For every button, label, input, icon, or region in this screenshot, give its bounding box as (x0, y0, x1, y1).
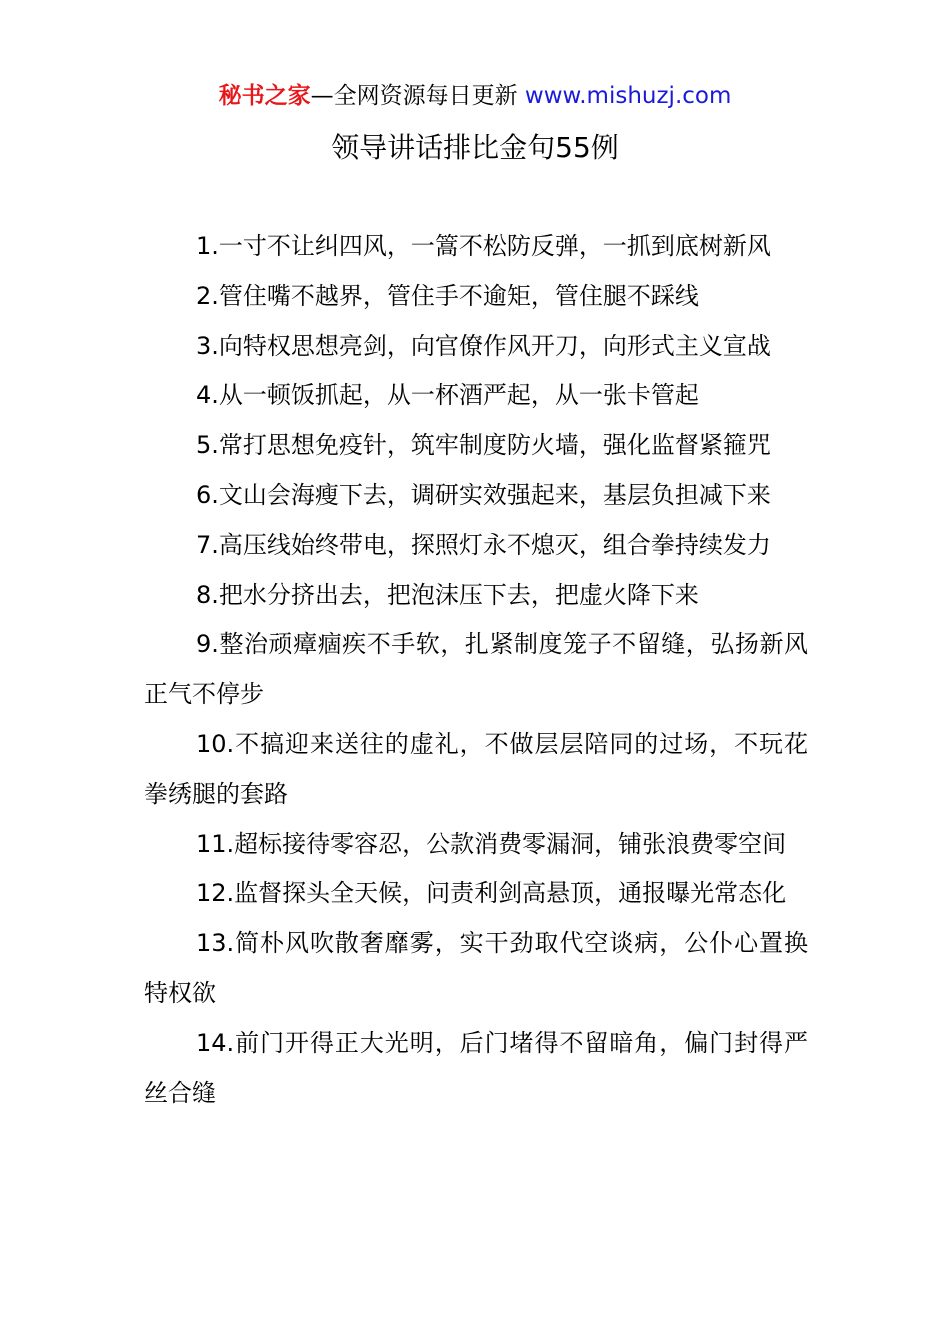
paragraph-11: 11.超标接待零容忍，公款消费零漏洞，铺张浪费零空间 (196, 829, 787, 858)
paragraph-12: 12.监督探头全天候，问责利剑高悬顶，通报曝光常态化 (196, 879, 787, 908)
paragraph-5: 5.常打思想免疫针，筑牢制度防火墙，强化监督紧箍咒 (196, 431, 771, 460)
paragraph-6: 6.文山会海瘦下去，调研实效强起来，基层负担减下来 (196, 480, 771, 509)
paragraph-1: 1.一寸不让纠四风，一篙不松防反弹，一抓到底树新风 (196, 232, 771, 260)
site-header (0, 80, 950, 112)
paragraph-13: 13.简朴风吹散奢靡雾，实干劲取代空谈病，公仆心置换特权欲 (144, 929, 808, 1007)
document-body (144, 222, 808, 1118)
paragraph-3: 3.向特权思想亮剑，向官僚作风开刀，向形式主义宣战 (196, 331, 771, 360)
paragraph-9: 9.整治顽瘴痼疾不手软，扎紧制度笼子不留缝，弘扬新风正气不停步 (144, 630, 808, 709)
paragraph-8: 8.把水分挤出去，把泡沫压下去，把虚火降下来 (196, 580, 699, 609)
site-url-link[interactable]: www.mishuzj.com (524, 83, 732, 109)
header-tagline: —全网资源每日更新 (310, 83, 518, 109)
document-title: 领导讲话排比金句55例 (331, 131, 619, 164)
paragraph-4: 4.从一顿饭抓起，从一杯酒严起，从一张卡管起 (196, 381, 699, 410)
paragraph-10: 10.不搞迎来送往的虚礼，不做层层陪同的过场，不玩花拳绣腿的套路 (144, 729, 808, 808)
paragraph-14: 14.前门开得正大光明，后门堵得不留暗角，偏门封得严丝合缝 (144, 1028, 808, 1107)
paragraph-7: 7.高压线始终带电，探照灯永不熄灭，组合拳持续发力 (196, 530, 771, 559)
brand-name: 秘书之家 (218, 83, 311, 109)
paragraph-2: 2.管住嘴不越界，管住手不逾矩，管住腿不踩线 (196, 281, 699, 310)
